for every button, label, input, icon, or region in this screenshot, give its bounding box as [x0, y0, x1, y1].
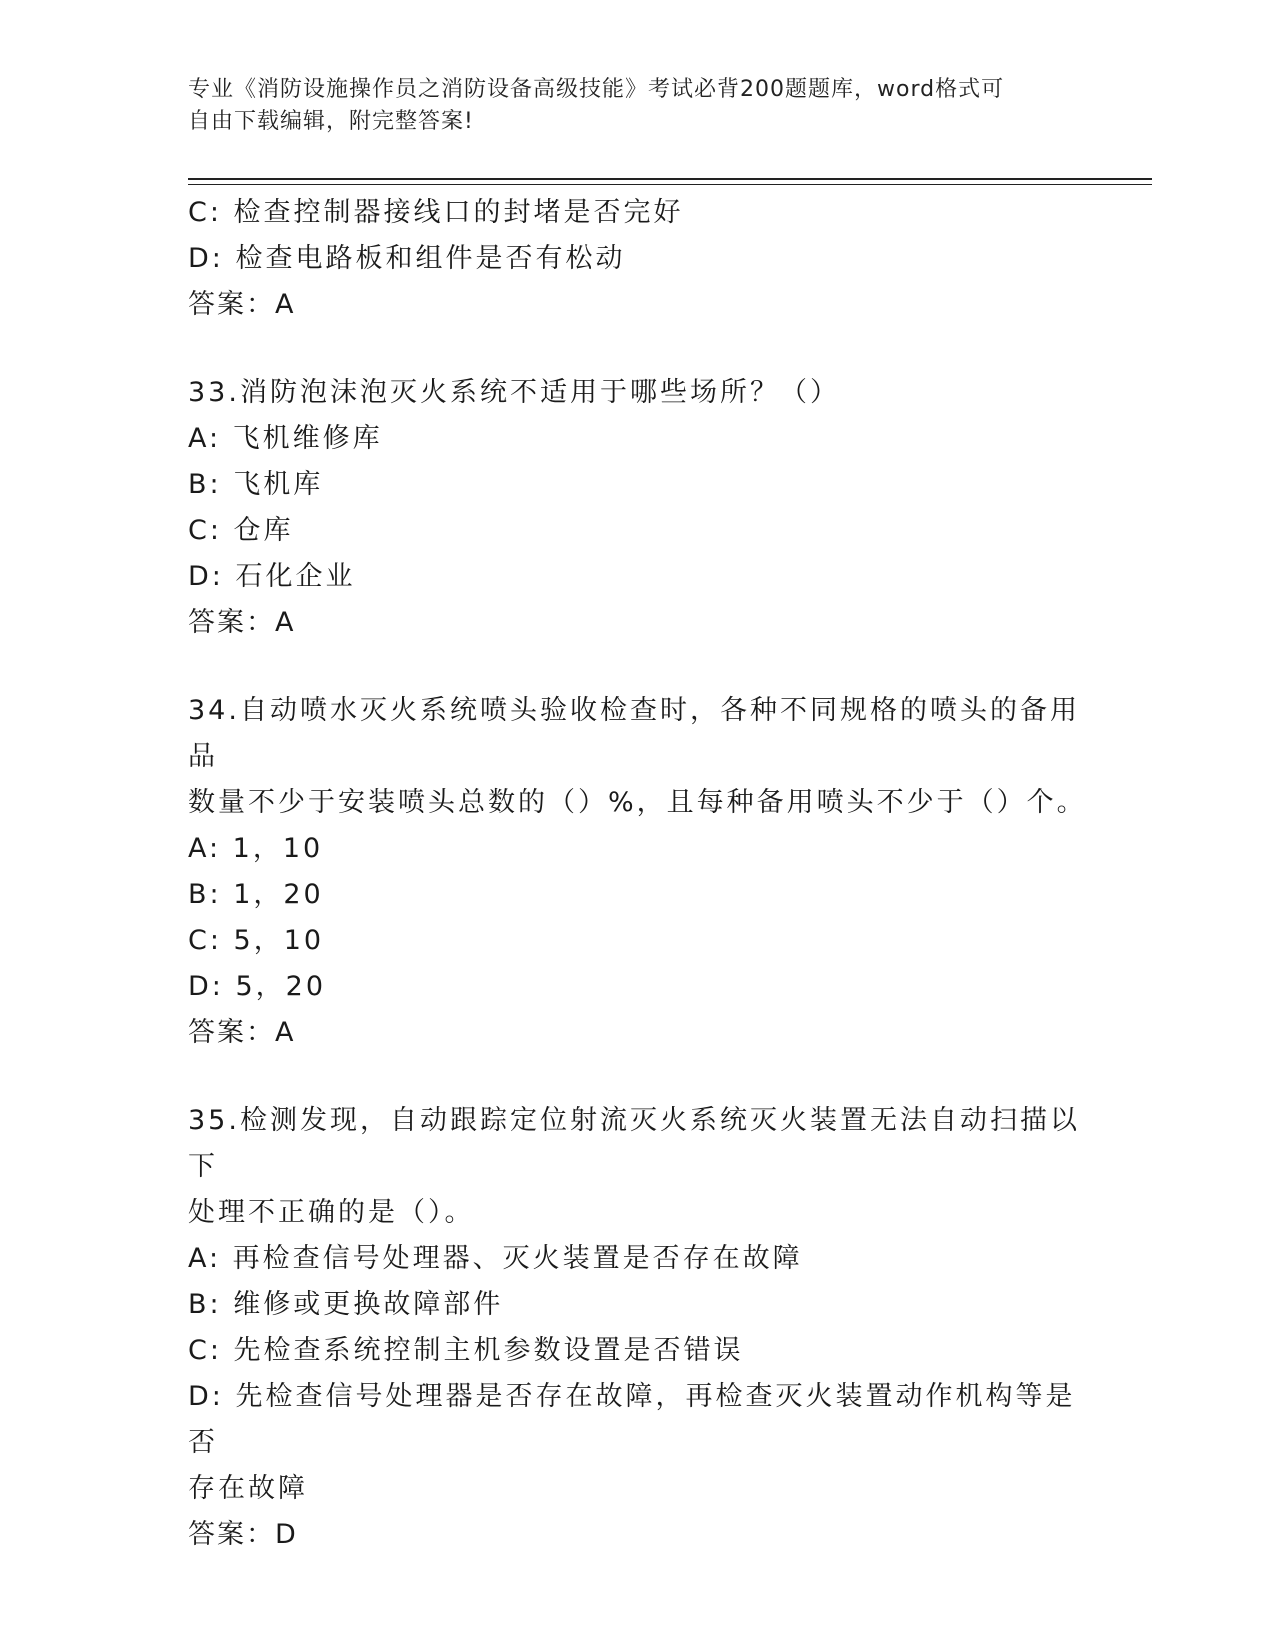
document-header: [188, 74, 1088, 138]
question-stem-line-2: 处理不正确的是（）。: [188, 1197, 475, 1228]
question-stem: 33.消防泡沫泡灭火系统不适用于哪些场所？（）: [188, 377, 840, 408]
header-divider-thick: [188, 178, 1152, 180]
option-a: A: 飞机维修库: [188, 423, 383, 454]
question-block-34: [188, 688, 1088, 1056]
option-b: B: 1，20: [188, 879, 324, 910]
option-a: A: 再检查信号处理器、灭火装置是否存在故障: [188, 1243, 803, 1274]
question-stem-line-2: 数量不少于安装喷头总数的（）%，且每种备用喷头不少于（）个。: [188, 787, 1087, 818]
option-d-continuation: 存在故障: [188, 1473, 308, 1504]
answer-line: 答案：A: [188, 1017, 296, 1048]
option-a: A: 1，10: [188, 833, 324, 864]
question-list: [188, 190, 1088, 1558]
option-d: D: 先检查信号处理器是否存在故障，再检查灭火装置动作机构等是否: [188, 1381, 1076, 1458]
header-line-1: 专业《消防设施操作员之消防设备高级技能》考试必背200题题库，word格式可: [188, 77, 1005, 102]
option-c: C: 5，10: [188, 925, 325, 956]
question-block-35: [188, 1098, 1088, 1558]
option-d: D: 5，20: [188, 971, 327, 1002]
option-d: D: 检查电路板和组件是否有松动: [188, 243, 626, 274]
option-b: B: 飞机库: [188, 469, 324, 500]
option-d: D: 石化企业: [188, 561, 356, 592]
answer-line: 答案：A: [188, 607, 296, 638]
option-c: C: 仓库: [188, 515, 294, 546]
question-stem-line-1: 35.检测发现，自动跟踪定位射流灭火系统灭火装置无法自动扫描以下: [188, 1105, 1080, 1182]
question-block-32: [188, 190, 1088, 328]
option-b: B: 维修或更换故障部件: [188, 1289, 504, 1320]
answer-line: 答案：A: [188, 289, 296, 320]
header-line-2: 自由下载编辑，附完整答案!: [188, 109, 474, 134]
answer-line: 答案：D: [188, 1519, 298, 1550]
question-stem-line-1: 34.自动喷水灭火系统喷头验收检查时，各种不同规格的喷头的备用品: [188, 695, 1080, 772]
question-block-33: [188, 370, 1088, 646]
header-divider-thin: [188, 184, 1152, 185]
option-c: C: 检查控制器接线口的封堵是否完好: [188, 197, 684, 228]
option-c: C: 先检查系统控制主机参数设置是否错误: [188, 1335, 744, 1366]
